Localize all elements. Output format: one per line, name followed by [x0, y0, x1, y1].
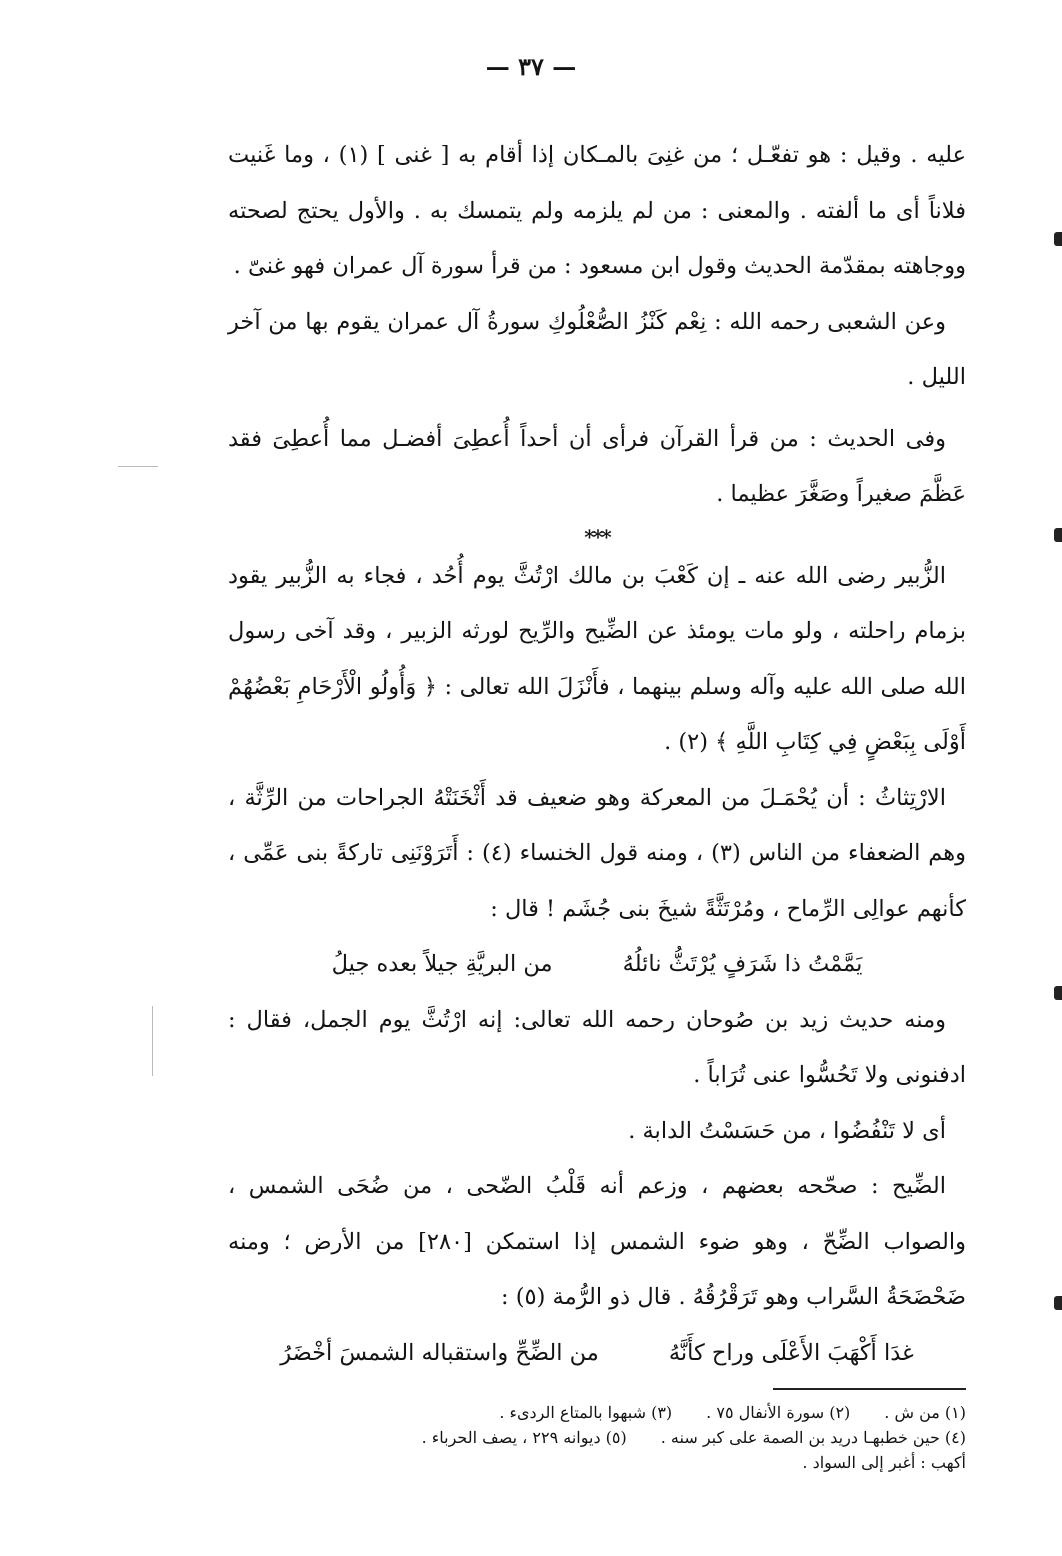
paragraph-1: عليه . وقيل : هو تفعّـل ؛ من غنِىَ بالمـكان إذا أقام به [ غنى ] (١) ، وما غَنيت فلاناً أى ما ألفته . والمعنى : من لم يلزمه ولم يتمسك به . والأول يحتج لصحته ووجاهته بمقدّمة الحديث وقول ابن مسعود : من قرأ سورة آل عمران فهو غنىّ .	[228, 142, 966, 279]
verse-2	[228, 1326, 966, 1382]
footnote-4: (٤) حين خطبهـا دريد بن الصمة على كبر سنه .	[660, 1428, 966, 1447]
footnote-3: (٣) شبهوا بالمتاع الردىء .	[499, 1403, 673, 1422]
paragraph-8: الضِّيح : صحّحه بعضهم ، وزعم أنه قَلْبُ الضّحى ، من ضُحَى الشمس ، والصواب الضِّحّ ، وهو ضوء الشمس إذا استمكن [٢٨٠] من الأرض ؛ ومنه ضَحْضَحَةُ السَّراب وهو تَرَقْرُقُهُ . قال ذو الرُّمة (٥) :	[228, 1173, 967, 1310]
scan-artifact	[118, 466, 158, 467]
verse-1-second-hemistich: من البريَّةِ جيلاً بعده جيلُ	[331, 951, 553, 977]
verse-1-first-hemistich: يَمَّمْتُ ذا شَرَفٍ يُرْتَثُّ نائلُهُ	[622, 951, 863, 977]
scan-edge-mark	[1054, 1296, 1062, 1310]
scan-edge-mark	[1054, 528, 1062, 542]
paragraph-3: وفى الحديث : من قرأ القرآن فرأى أن أحداً أُعطِىَ أفضـل مما أُعطِىَ فقد عَظَّمَ صغيراً وصَغَّرَ عظيما .	[228, 425, 966, 507]
paragraph-6: ومنه حديث زيد بن صُوحان رحمه الله تعالى: إنه ارْتُثَّ يوم الجمل، فقال : ادفنونى ولا تَحُسُّوا عنى تُرَاباً .	[228, 1006, 966, 1088]
footnote-1: (١) من ش .	[884, 1403, 966, 1422]
footnote-gloss: أكهب : أغبر إلى السواد .	[802, 1453, 966, 1472]
section-separator: ***	[584, 524, 610, 549]
footnote-2: (٢) سورة الأنفال ٧٥ .	[706, 1403, 851, 1422]
footnotes	[228, 1400, 966, 1475]
footnote-row-3	[228, 1450, 966, 1475]
verse-2-first-hemistich: غدَا أَكْهَبَ الأَعْلَى وراح كأَنَّهُ	[668, 1339, 914, 1366]
scan-artifact	[152, 1006, 153, 1076]
verse-1	[228, 937, 966, 993]
footnote-row-2	[228, 1425, 966, 1450]
paragraph-2: وعن الشعبى رحمه الله : نِعْم كَنْزُ الصُّعْلُوكِ سورةُ آل عمران يقوم بها من آخر الليل .	[228, 308, 966, 390]
scan-edge-mark	[1054, 986, 1062, 1000]
footnote-5: (٥) ديوانه ٢٢٩ ، يصف الحرباء .	[421, 1428, 627, 1447]
main-text	[228, 128, 966, 1381]
verse-2-second-hemistich: من الضِّحِّ واستقباله الشمسَ أخْضَرُ	[280, 1339, 599, 1366]
paragraph-4: الزُّبير رضى الله عنه ـ إن كَعْبَ بن مالك ارْتُثَّ يوم أُحُد ، فجاء به الزُّبير يقود بزمام راحلته ، ولو مات يومئذ عن الضِّيح والرِّيح لورثه الزبير ، وقد آخى رسول الله صلى الله عليه وآله وسلم بينهما ، فأَنْزَلَ الله تعالى : ﴿ وَأُولُو الْأَرْحَامِ بَعْضُهُمْ أَوْلَى بِبَعْضٍ فِي كِتَابِ اللَّهِ ﴾ (٢) .	[228, 562, 966, 755]
footnote-row-1	[228, 1400, 966, 1425]
scan-edge-mark	[1054, 232, 1062, 246]
footnote-divider	[773, 1388, 966, 1390]
page-number: — ٣٧ —	[485, 52, 577, 81]
paragraph-5: الارْتِثاثُ : أن يُحْمَـلَ من المعركة وهو ضعيف قد أَثْخَنَتْهُ الجراحات من الرِّثَّة ، وهم الضعفاء من الناس (٣) ، ومنه قول الخنساء (٤) : أَتَرَوْنَنِى تاركةً بنى عَمِّى ، كأنهم عوالِى الرِّماح ، ومُرْتَثَّةً شيخَ بنى جُشَم ! قال :	[228, 784, 966, 922]
paragraph-7: أى لا تَنْفُضُوا ، من حَسَسْتُ الدابة .	[628, 1117, 946, 1144]
